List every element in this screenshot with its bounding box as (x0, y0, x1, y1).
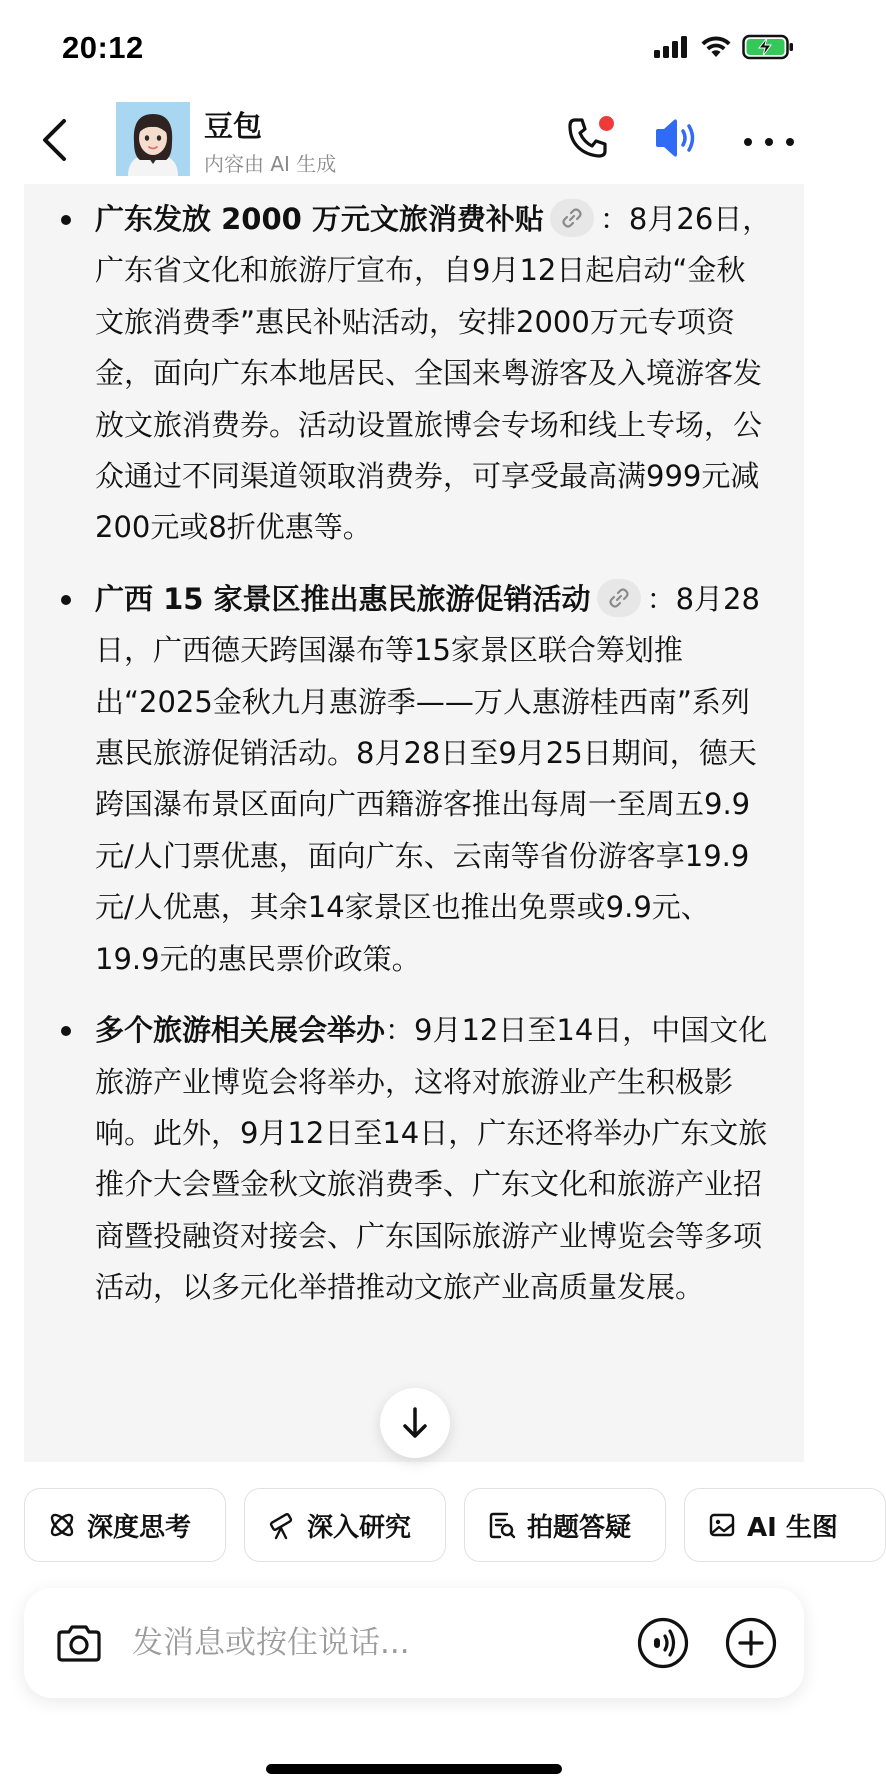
message-input-bar (24, 1588, 804, 1698)
arrow-down-icon (400, 1406, 430, 1440)
ai-message-card (24, 184, 804, 1462)
speaker-on-icon (652, 116, 702, 160)
wifi-icon (700, 35, 732, 63)
message-input[interactable] (132, 1616, 632, 1670)
status-bar (0, 0, 828, 100)
image-icon (707, 1510, 737, 1540)
speaker-button[interactable] (652, 116, 706, 166)
status-icons (654, 34, 794, 64)
item-title: 多个旅游相关展会举办 (95, 1013, 386, 1048)
chat-title: 豆包 (204, 109, 263, 143)
bullet-icon (61, 215, 71, 225)
scroll-to-bottom-button[interactable] (380, 1388, 450, 1458)
source-link-button[interactable] (597, 579, 641, 617)
list-item (24, 1005, 804, 1313)
link-icon (560, 206, 584, 230)
message-list (24, 194, 804, 1334)
list-item (24, 574, 804, 985)
atom-icon (47, 1510, 77, 1540)
bullet-icon (61, 595, 71, 605)
voice-call-button[interactable] (636, 1616, 690, 1670)
chip-photo-question[interactable] (464, 1488, 666, 1562)
item-title: 广西 15 家景区推出惠民旅游促销活动 (95, 581, 591, 616)
status-time: 20:12 (62, 30, 144, 65)
source-link-button[interactable] (550, 199, 594, 237)
notification-dot (599, 116, 614, 131)
item-separator: ： (385, 1013, 415, 1048)
ai-generated-notice: 内容由 AI 生成 (204, 152, 337, 176)
chip-deep-research[interactable] (244, 1488, 446, 1562)
cellular-signal-icon (654, 35, 690, 63)
chip-deep-thinking[interactable] (24, 1488, 226, 1562)
more-dot-icon (786, 138, 794, 146)
item-body: 9月12日至14日，中国文化旅游产业博览会将举办，这将对旅游业产生积极影响。此外，9月12日至14日，广东还将举办广东文旅推介大会暨金秋文旅消费季、广东文化和旅游产业招商暨投融资对接会、广东国际旅游产业博览会等多项活动，以多元化举措推动文旅产业高质量发展。 (95, 1013, 768, 1305)
quick-actions-row (24, 1488, 838, 1562)
item-body: 8月28日，广西德天跨国瀑布等15家景区联合筹划推出“2025金秋九月惠游季——万人惠游桂西南”系列惠民旅游促销活动。8月28日至9月25日期间，德天跨国瀑布景区面向广西籍游客推出每周一至周五9.9元/人门票优惠，面向广东、云南等省份游客享19.9元/人优惠，其余14家景区也推出免票或9.9元、19.9元的惠民票价政策。 (95, 581, 760, 976)
item-separator: ： (599, 202, 629, 236)
chevron-left-icon (39, 118, 69, 162)
more-dot-icon (744, 138, 752, 146)
battery-charging-icon (742, 34, 794, 64)
camera-button[interactable] (54, 1618, 104, 1668)
plus-circle-icon (724, 1616, 778, 1670)
home-indicator[interactable] (266, 1764, 562, 1774)
link-icon (607, 586, 631, 610)
telescope-icon (267, 1510, 297, 1540)
chip-label: 深入研究 (307, 1512, 412, 1543)
avatar[interactable] (116, 102, 190, 176)
add-attachment-button[interactable] (724, 1616, 778, 1670)
chip-label: 深度思考 (87, 1512, 192, 1543)
phone-call-button[interactable] (566, 116, 616, 166)
chip-ai-image[interactable] (684, 1488, 886, 1562)
list-item (24, 194, 804, 554)
item-title: 广东发放 2000 万元文旅消费补贴 (95, 202, 544, 236)
voice-wave-icon (636, 1616, 690, 1670)
more-dot-icon (765, 138, 773, 146)
back-button[interactable] (28, 112, 80, 168)
bullet-icon (61, 1026, 71, 1036)
item-body: 8月26日，广东省文化和旅游厅宣布，自9月12日起启动“金秋文旅消费季”惠民补贴活动，安排2000万元专项资金，面向广东本地居民、全国来粤游客及入境游客发放文旅消费券。活动设置旅博会专场和线上专场，公众通过不同渠道领取消费券，可享受最高满999元减200元或8折优惠等。 (95, 202, 772, 545)
chip-label: 拍题答疑 (527, 1512, 632, 1543)
more-options-button[interactable] (744, 130, 794, 154)
item-separator: ： (646, 581, 676, 616)
chip-label: AI 生图 (747, 1512, 838, 1543)
document-search-icon (487, 1510, 517, 1540)
chat-header (0, 100, 828, 184)
camera-icon (56, 1623, 102, 1663)
